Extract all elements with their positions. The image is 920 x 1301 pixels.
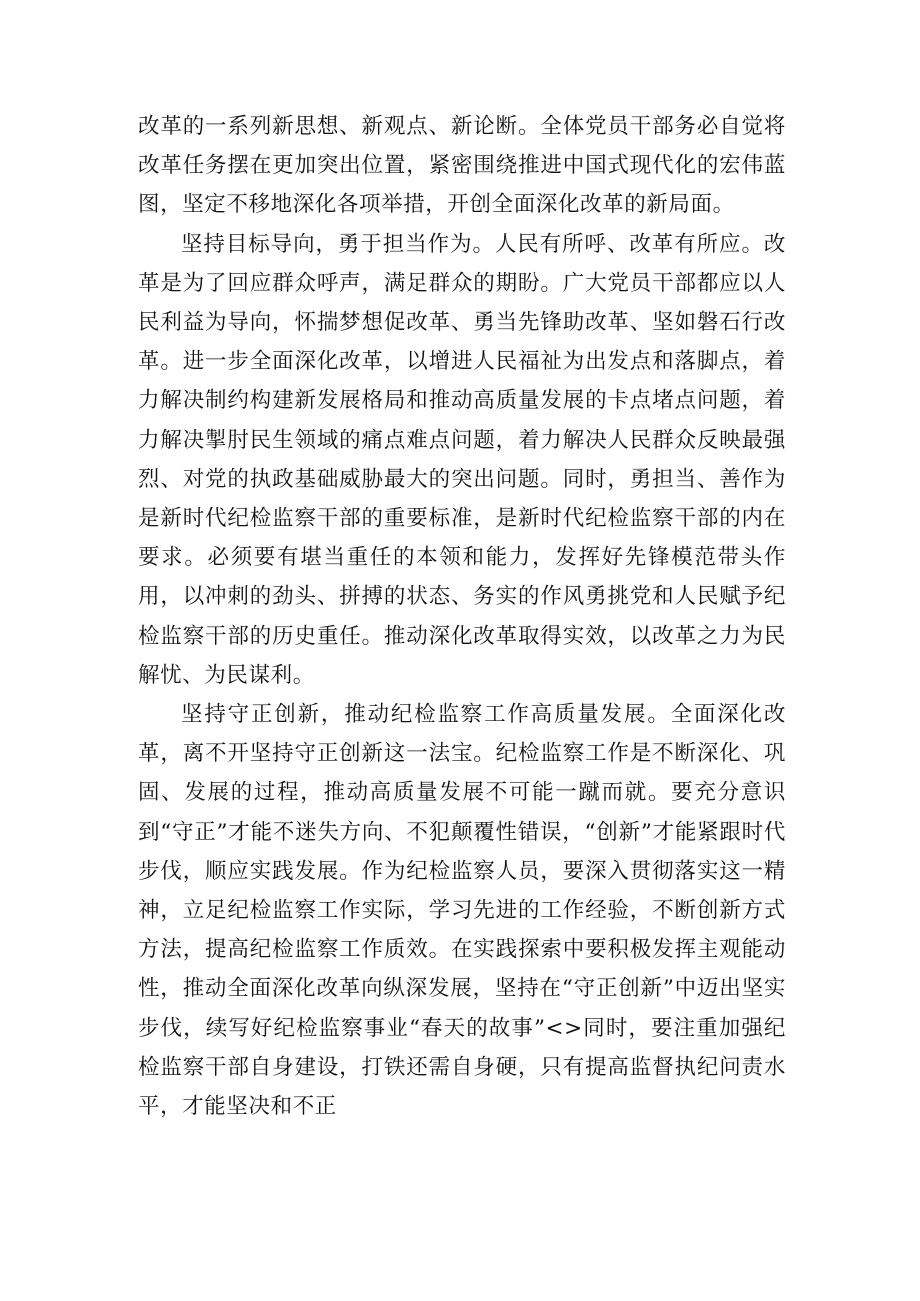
paragraph-1: 改革的一系列新思想、新观点、新论断。全体党员干部务必自觉将改革任务摆在更加突出位置，紧密围绕推进中国式现代化的宏伟蓝图，坚定不移地深化各项举措，开创全面深化改革的新局面。 <box>138 114 786 218</box>
paragraph-2: 坚持目标导向，勇于担当作为。人民有所呼、改革有所应。改革是为了回应群众呼声，满足群众的期盼。广大党员干部都应以人民利益为导向，怀揣梦想促改革、勇当先锋助改革、坚如磐石行改革。进一步全面深化改革，以增进人民福祉为出发点和落脚点，着力解决制约构建新发展格局和推动高质量发展的卡点堵点问题，着力解决掣肘民生领域的痛点难点问题，着力解决人民群众反映最强烈、对党的执政基础威胁最大的突出问题。同时，勇担当、善作为是新时代纪检监察干部的重要标准，是新时代纪检监察干部的内在要求。必须要有堪当重任的本领和能力，发挥好先锋模范带头作用，以冲刺的劲头、拼搏的状态、务实的作风勇挑党和人民赋予纪检监察干部的历史重任。推动深化改革取得实效，以改革之力为民解忧、为民谋利。 <box>138 231 786 688</box>
document-body <box>138 107 786 1126</box>
paragraph-3: 坚持守正创新，推动纪检监察工作高质量发展。全面深化改革，离不开坚持守正创新这一法宝。纪检监察工作是不断深化、巩固、发展的过程，推动高质量发展不可能一蹴而就。要充分意识到“守正”才能不迷失方向、不犯颠覆性错误，“创新”才能紧跟时代步伐，顺应实践发展。作为纪检监察人员，要深入贯彻落实这一精神，立足纪检监察工作实际，学习先进的工作经验，不断创新方式方法，提高纪检监察工作质效。在实践探索中要积极发挥主观能动性，推动全面深化改革向纵深发展，坚持在“守正创新”中迈出坚实步伐，续写好纪检监察事业“春天的故事”<>同时，要注重加强纪检监察干部自身建设，打铁还需自身硬，只有提高监督执纪问责水平，才能坚决和不正 <box>138 702 786 1120</box>
